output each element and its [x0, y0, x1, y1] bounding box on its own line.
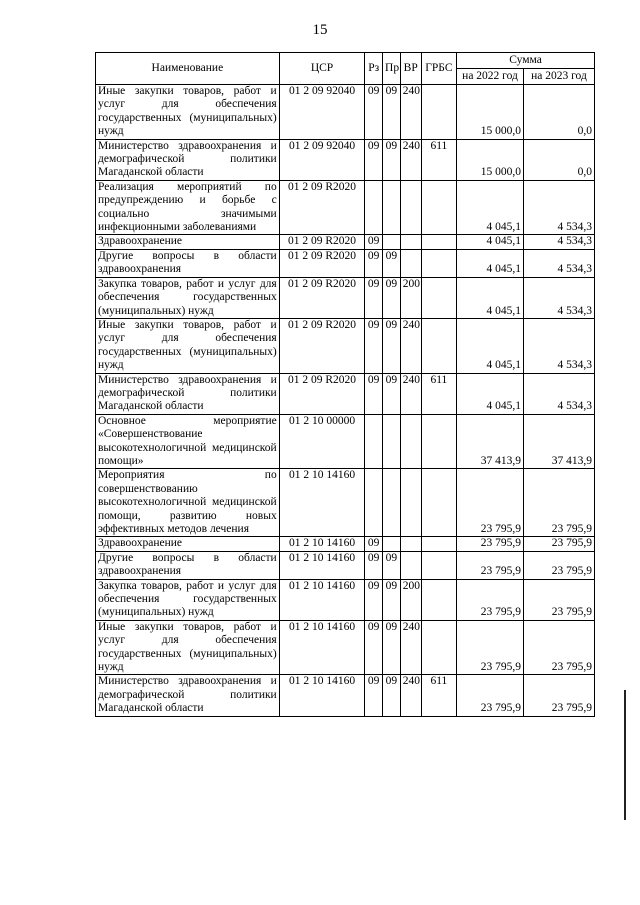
row-sum-2023: 4 534,3 — [523, 235, 594, 249]
row-grbs: 611 — [421, 139, 456, 180]
row-name: Закупка товаров, работ и услуг для обеспечения государственных (муниципальных) нужд — [96, 277, 280, 318]
table-row — [96, 373, 595, 414]
row-sum-2022: 4 045,1 — [457, 318, 524, 373]
table-row — [96, 579, 595, 620]
row-rz: 09 — [365, 373, 383, 414]
header-vr: ВР — [400, 53, 421, 85]
row-pr — [383, 180, 401, 235]
row-sum-2022: 4 045,1 — [457, 373, 524, 414]
row-csr: 01 2 10 14160 — [279, 537, 365, 551]
row-sum-2023: 0,0 — [523, 139, 594, 180]
row-rz: 09 — [365, 537, 383, 551]
row-vr: 240 — [400, 620, 421, 675]
row-pr — [383, 235, 401, 249]
row-csr: 01 2 09 R2020 — [279, 373, 365, 414]
row-grbs — [421, 537, 456, 551]
row-pr: 09 — [383, 139, 401, 180]
row-pr — [383, 469, 401, 537]
row-sum-2022: 23 795,9 — [457, 551, 524, 579]
row-pr: 09 — [383, 249, 401, 277]
table-row — [96, 675, 595, 716]
row-grbs — [421, 620, 456, 675]
row-grbs — [421, 180, 456, 235]
row-csr: 01 2 09 R2020 — [279, 235, 365, 249]
row-csr: 01 2 10 00000 — [279, 414, 365, 469]
row-csr: 01 2 09 R2020 — [279, 249, 365, 277]
row-name: Иные закупки товаров, работ и услуг для обеспечения государственных (муниципальных) нужд — [96, 620, 280, 675]
row-rz: 09 — [365, 85, 383, 140]
row-sum-2022: 23 795,9 — [457, 675, 524, 716]
table-row — [96, 85, 595, 140]
row-name: Иные закупки товаров, работ и услуг для обеспечения государственных (муниципальных) нужд — [96, 85, 280, 140]
table-row — [96, 551, 595, 579]
row-sum-2023: 4 534,3 — [523, 180, 594, 235]
row-csr: 01 2 09 R2020 — [279, 277, 365, 318]
row-sum-2023: 23 795,9 — [523, 579, 594, 620]
row-sum-2022: 23 795,9 — [457, 620, 524, 675]
page-number: 15 — [312, 22, 328, 38]
row-rz — [365, 469, 383, 537]
row-sum-2023: 4 534,3 — [523, 373, 594, 414]
row-sum-2023: 4 534,3 — [523, 318, 594, 373]
row-grbs — [421, 235, 456, 249]
table-row — [96, 620, 595, 675]
row-rz: 09 — [365, 139, 383, 180]
row-rz — [365, 414, 383, 469]
row-pr — [383, 414, 401, 469]
row-pr: 09 — [383, 373, 401, 414]
table-row — [96, 139, 595, 180]
header-grbs: ГРБС — [421, 53, 456, 85]
row-grbs — [421, 85, 456, 140]
row-vr: 240 — [400, 139, 421, 180]
row-csr: 01 2 10 14160 — [279, 675, 365, 716]
row-vr — [400, 414, 421, 469]
row-vr — [400, 551, 421, 579]
row-pr: 09 — [383, 551, 401, 579]
header-name: Наименование — [96, 53, 280, 85]
row-sum-2023: 23 795,9 — [523, 469, 594, 537]
row-sum-2023: 37 413,9 — [523, 414, 594, 469]
row-rz: 09 — [365, 249, 383, 277]
row-rz: 09 — [365, 277, 383, 318]
table-row — [96, 469, 595, 537]
row-sum-2022: 4 045,1 — [457, 277, 524, 318]
row-rz: 09 — [365, 620, 383, 675]
row-name: Реализация мероприятий по предупреждению и борьбе с социально значимыми инфекционными заболеваниями — [96, 180, 280, 235]
margin-line — [624, 690, 626, 820]
row-sum-2022: 4 045,1 — [457, 249, 524, 277]
row-csr: 01 2 09 R2020 — [279, 180, 365, 235]
table-row — [96, 180, 595, 235]
row-name: Мероприятия по совершенствованию высокотехнологичной медицинской помощи, развитию новых эффективных методов лечения — [96, 469, 280, 537]
row-name: Другие вопросы в области здравоохранения — [96, 249, 280, 277]
row-rz: 09 — [365, 551, 383, 579]
row-sum-2023: 4 534,3 — [523, 277, 594, 318]
row-csr: 01 2 10 14160 — [279, 579, 365, 620]
row-vr — [400, 249, 421, 277]
row-grbs — [421, 551, 456, 579]
row-rz — [365, 180, 383, 235]
row-pr: 09 — [383, 318, 401, 373]
row-csr: 01 2 10 14160 — [279, 620, 365, 675]
row-csr: 01 2 09 R2020 — [279, 318, 365, 373]
table-row — [96, 318, 595, 373]
header-rz: Рз — [365, 53, 383, 85]
row-name: Министерство здравоохранения и демографической политики Магаданской области — [96, 139, 280, 180]
row-grbs — [421, 318, 456, 373]
row-sum-2023: 23 795,9 — [523, 551, 594, 579]
table-row — [96, 537, 595, 551]
row-vr: 200 — [400, 579, 421, 620]
row-name: Основное мероприятие «Совершенствование высокотехнологичной медицинской помощи» — [96, 414, 280, 469]
row-pr: 09 — [383, 277, 401, 318]
row-csr: 01 2 10 14160 — [279, 469, 365, 537]
header-pr: Пр — [383, 53, 401, 85]
table-row — [96, 277, 595, 318]
row-sum-2022: 23 795,9 — [457, 537, 524, 551]
table-row — [96, 235, 595, 249]
row-name: Другие вопросы в области здравоохранения — [96, 551, 280, 579]
row-sum-2022: 4 045,1 — [457, 180, 524, 235]
row-sum-2023: 23 795,9 — [523, 620, 594, 675]
row-pr: 09 — [383, 85, 401, 140]
row-name: Здравоохранение — [96, 235, 280, 249]
row-pr: 09 — [383, 675, 401, 716]
row-grbs — [421, 414, 456, 469]
row-sum-2022: 15 000,0 — [457, 139, 524, 180]
row-vr — [400, 469, 421, 537]
row-vr — [400, 537, 421, 551]
row-grbs: 611 — [421, 675, 456, 716]
budget-table — [95, 52, 595, 717]
header-year-2023: на 2023 год — [523, 69, 594, 85]
row-grbs — [421, 579, 456, 620]
row-name: Иные закупки товаров, работ и услуг для обеспечения государственных (муниципальных) нужд — [96, 318, 280, 373]
row-grbs — [421, 469, 456, 537]
row-grbs — [421, 277, 456, 318]
row-csr: 01 2 09 92040 — [279, 139, 365, 180]
row-csr: 01 2 10 14160 — [279, 551, 365, 579]
row-vr: 240 — [400, 373, 421, 414]
row-sum-2022: 37 413,9 — [457, 414, 524, 469]
row-name: Министерство здравоохранения и демографической политики Магаданской области — [96, 373, 280, 414]
header-sum: Сумма — [457, 53, 595, 69]
row-sum-2023: 4 534,3 — [523, 249, 594, 277]
row-pr: 09 — [383, 579, 401, 620]
row-name: Министерство здравоохранения и демографической политики Магаданской области — [96, 675, 280, 716]
row-name: Закупка товаров, работ и услуг для обеспечения государственных (муниципальных) нужд — [96, 579, 280, 620]
row-vr — [400, 235, 421, 249]
header-csr: ЦСР — [279, 53, 365, 85]
row-csr: 01 2 09 92040 — [279, 85, 365, 140]
row-sum-2022: 23 795,9 — [457, 579, 524, 620]
row-rz: 09 — [365, 318, 383, 373]
row-sum-2022: 23 795,9 — [457, 469, 524, 537]
row-rz: 09 — [365, 579, 383, 620]
row-pr — [383, 537, 401, 551]
row-sum-2022: 15 000,0 — [457, 85, 524, 140]
row-sum-2023: 23 795,9 — [523, 537, 594, 551]
row-sum-2023: 0,0 — [523, 85, 594, 140]
row-grbs: 611 — [421, 373, 456, 414]
row-vr: 200 — [400, 277, 421, 318]
row-sum-2022: 4 045,1 — [457, 235, 524, 249]
row-vr: 240 — [400, 318, 421, 373]
row-name: Здравоохранение — [96, 537, 280, 551]
row-sum-2023: 23 795,9 — [523, 675, 594, 716]
row-vr: 240 — [400, 85, 421, 140]
row-rz: 09 — [365, 675, 383, 716]
row-vr — [400, 180, 421, 235]
table-row — [96, 414, 595, 469]
table-row — [96, 249, 595, 277]
row-grbs — [421, 249, 456, 277]
row-rz: 09 — [365, 235, 383, 249]
header-year-2022: на 2022 год — [457, 69, 524, 85]
row-pr: 09 — [383, 620, 401, 675]
row-vr: 240 — [400, 675, 421, 716]
